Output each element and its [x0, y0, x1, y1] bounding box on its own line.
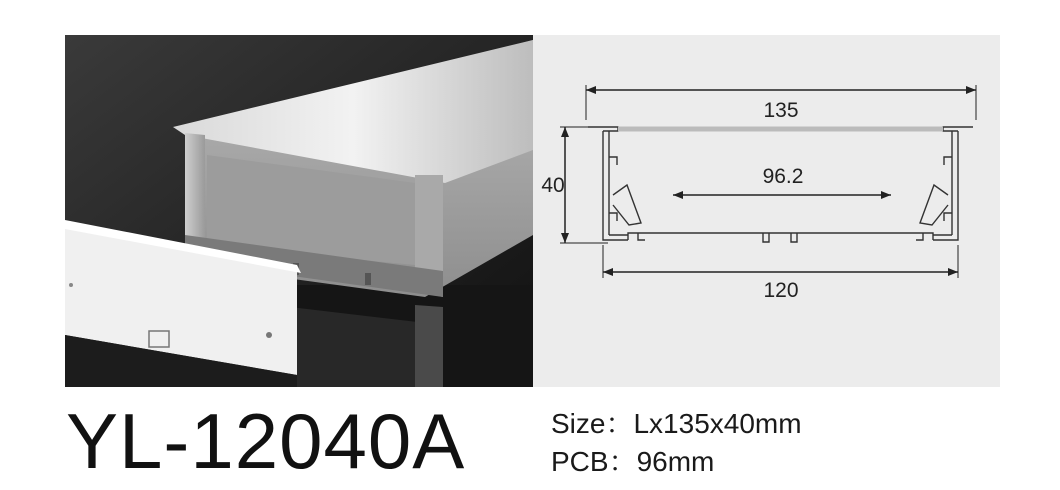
outer-width-label: 135 — [763, 99, 799, 122]
pcb-spec-value: 96mm — [636, 446, 715, 477]
product-photo — [65, 35, 533, 387]
size-spec — [551, 405, 802, 443]
profile-cross-section-drawing — [533, 35, 1000, 387]
specs-block — [551, 405, 802, 481]
model-number: YL-12040A — [66, 397, 466, 485]
height-label: 40 — [541, 174, 565, 197]
aluminum-profile-photo-icon — [65, 35, 533, 387]
size-spec-value: Lx135x40mm — [633, 408, 802, 439]
cross-section-diagram — [533, 35, 1000, 387]
pcb-spec-label: PCB： — [551, 446, 637, 477]
pcb-spec — [551, 443, 802, 481]
base-width-label: 120 — [763, 279, 799, 302]
inner-width-label: 96.2 — [762, 165, 804, 188]
size-spec-label: Size： — [551, 408, 634, 439]
